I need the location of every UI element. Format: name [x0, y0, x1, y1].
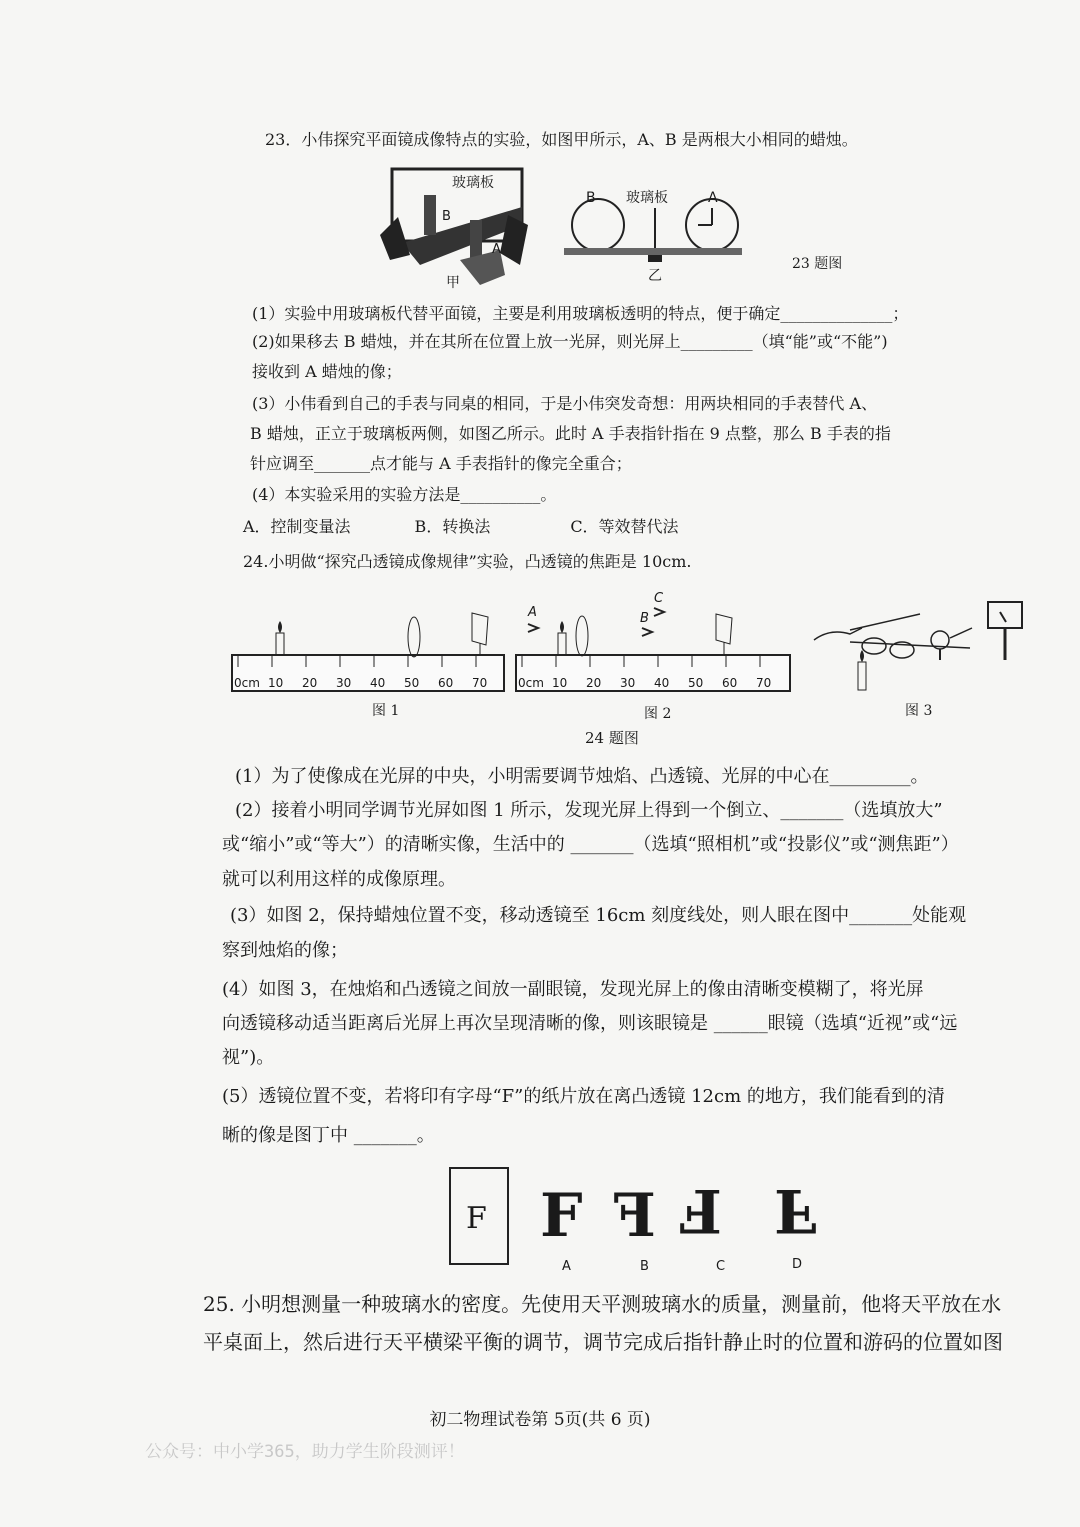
q23-part2a: (2)如果移去 B 蜡烛，并在其所在位置上放一光屏，则光屏上_________（填“能”或“不能”) [252, 332, 888, 351]
q24-intro: 24.小明做“探究凸透镜成像规律”实验，凸透镜的焦距是 10cm. [243, 552, 692, 571]
q24-fig2-caption: 图 2 [644, 706, 672, 722]
q24-part4c: 视”)。 [222, 1047, 275, 1068]
q23-intro: 23．小伟探究平面镜成像特点的实验，如图甲所示，A、B 是两根大小相同的蜡烛。 [265, 130, 858, 149]
fig2-tick-0: 0cm [518, 676, 544, 690]
q23-figure-caption: 23 题图 [792, 256, 843, 272]
q24-part2c: 就可以利用这样的成像原理。 [222, 869, 456, 890]
option-B-image: F [613, 1181, 656, 1251]
q23-yi-label: 乙 [648, 268, 662, 284]
option-D-image: F [774, 1175, 817, 1245]
q24-part2b: 或“缩小”或“等大”）的清晰实像，生活中的 _______（选填“照相机”或“投影仪”或“测焦距”） [222, 834, 959, 855]
q25-line1: 25. 小明想测量一种玻璃水的密度。先使用天平测玻璃水的质量，测量前，他将天平放在水 [203, 1292, 1002, 1316]
fig1-tick-70: 70 [472, 676, 488, 690]
q24-figure-1 [228, 605, 510, 695]
q24-part3a: (3）如图 2，保持蜡烛位置不变，移动透镜至 16cm 刻度线处，则人眼在图中_______处能观 [230, 905, 967, 926]
q23-yi-A-label: A [708, 190, 718, 206]
q23-yi-B-label: B [586, 190, 596, 206]
q23-options: A．控制变量法 B．转换法 C．等效替代法 [243, 517, 679, 536]
q24-part4b: 向透镜移动适当距离后光屏上再次呈现清晰的像，则该眼镜是 ______眼镜（选填“近视”或“远 [222, 1013, 958, 1034]
q24-figure-ding [440, 1160, 840, 1272]
q24-part1: (1）为了使像成在光屏的中央，小明需要调节烛焰、凸透镜、光屏的中心在_________。 [235, 766, 929, 787]
fig2-tick-10: 10 [552, 676, 568, 690]
fig1-tick-50: 50 [404, 676, 420, 690]
q23-jia-glass-label: 玻璃板 [452, 175, 494, 191]
q24-part5b: 晰的像是图丁中 _______。 [222, 1125, 435, 1146]
option-C-label: C [716, 1259, 726, 1272]
q24-part5a: (5）透镜位置不变，若将印有字母“F”的纸片放在离凸透镜 12cm 的地方，我们能看到的清 [222, 1086, 945, 1107]
q23-part1: (1）实验中用玻璃板代替平面镜，主要是利用玻璃板透明的特点，便于确定______________； [252, 304, 909, 323]
option-C-image: F [679, 1175, 722, 1245]
object-letter-F: F [466, 1201, 487, 1236]
fig1-tick-40: 40 [370, 676, 386, 690]
option-B-label: B [640, 1259, 649, 1272]
q23-part3b: B 蜡烛，正立于玻璃板两侧，如图乙所示。此时 A 手表指针指在 9 点整，那么 B 手表的指 [250, 424, 891, 443]
q23-part4: (4）本实验采用的实验方法是__________。 [252, 485, 557, 504]
q23-figure-yi [560, 180, 750, 290]
q24-part2a: (2）接着小明同学调节光屏如图 1 所示，发现光屏上得到一个倒立、_______（选填放大” [235, 800, 943, 821]
fig1-tick-20: 20 [302, 676, 318, 690]
option-A-image: F [540, 1181, 583, 1251]
q23-part3a: (3）小伟看到自己的手表与同桌的相同，于是小伟突发奇想：用两块相同的手表替代 A、 [252, 394, 878, 413]
fig2-tick-60: 60 [722, 676, 738, 690]
fig2-label-B: B [640, 611, 649, 626]
q23-part2b: 接收到 A 蜡烛的像； [252, 362, 402, 381]
q23-part3c: 针应调至_______点才能与 A 手表指针的像完全重合； [250, 454, 632, 473]
watermark: 公众号：中小学365，助力学生阶段测评！ [145, 1442, 465, 1462]
q23-jia-label: 甲 [446, 275, 460, 290]
q23-figure-jia [380, 165, 530, 290]
q24-fig3-caption: 图 3 [905, 703, 933, 719]
fig2-label-C: C [654, 591, 664, 606]
q23-yi-glass-label: 玻璃板 [626, 190, 668, 206]
fig1-tick-10: 10 [268, 676, 284, 690]
option-D-label: D [792, 1257, 803, 1272]
q24-part3b: 察到烛焰的像； [222, 940, 348, 961]
q24-fig1-caption: 图 1 [372, 703, 400, 719]
q23-jia-B-label: B [442, 209, 451, 224]
fig1-tick-30: 30 [336, 676, 352, 690]
fig2-tick-30: 30 [620, 676, 636, 690]
fig2-tick-20: 20 [586, 676, 602, 690]
fig1-tick-0: 0cm [234, 676, 260, 690]
fig2-label-A: A [528, 605, 537, 620]
q24-part4a: (4）如图 3，在烛焰和凸透镜之间放一副眼镜，发现光屏上的像由清晰变模糊了，将光屏 [222, 979, 924, 1000]
page-footer: 初二物理试卷第 5页(共 6 页) [429, 1410, 651, 1430]
fig2-tick-40: 40 [654, 676, 670, 690]
option-A-label: A [562, 1259, 571, 1272]
q23-jia-A-label: A [492, 242, 501, 257]
fig1-tick-60: 60 [438, 676, 454, 690]
fig2-tick-70: 70 [756, 676, 772, 690]
q24-figure-2 [512, 588, 797, 695]
q24-figure-3 [810, 598, 1030, 693]
fig2-tick-50: 50 [688, 676, 704, 690]
q24-figure-caption: 24 题图 [585, 729, 639, 747]
q25-line2: 平桌面上，然后进行天平横梁平衡的调节，调节完成后指针静止时的位置和游码的位置如图 [203, 1330, 1003, 1354]
